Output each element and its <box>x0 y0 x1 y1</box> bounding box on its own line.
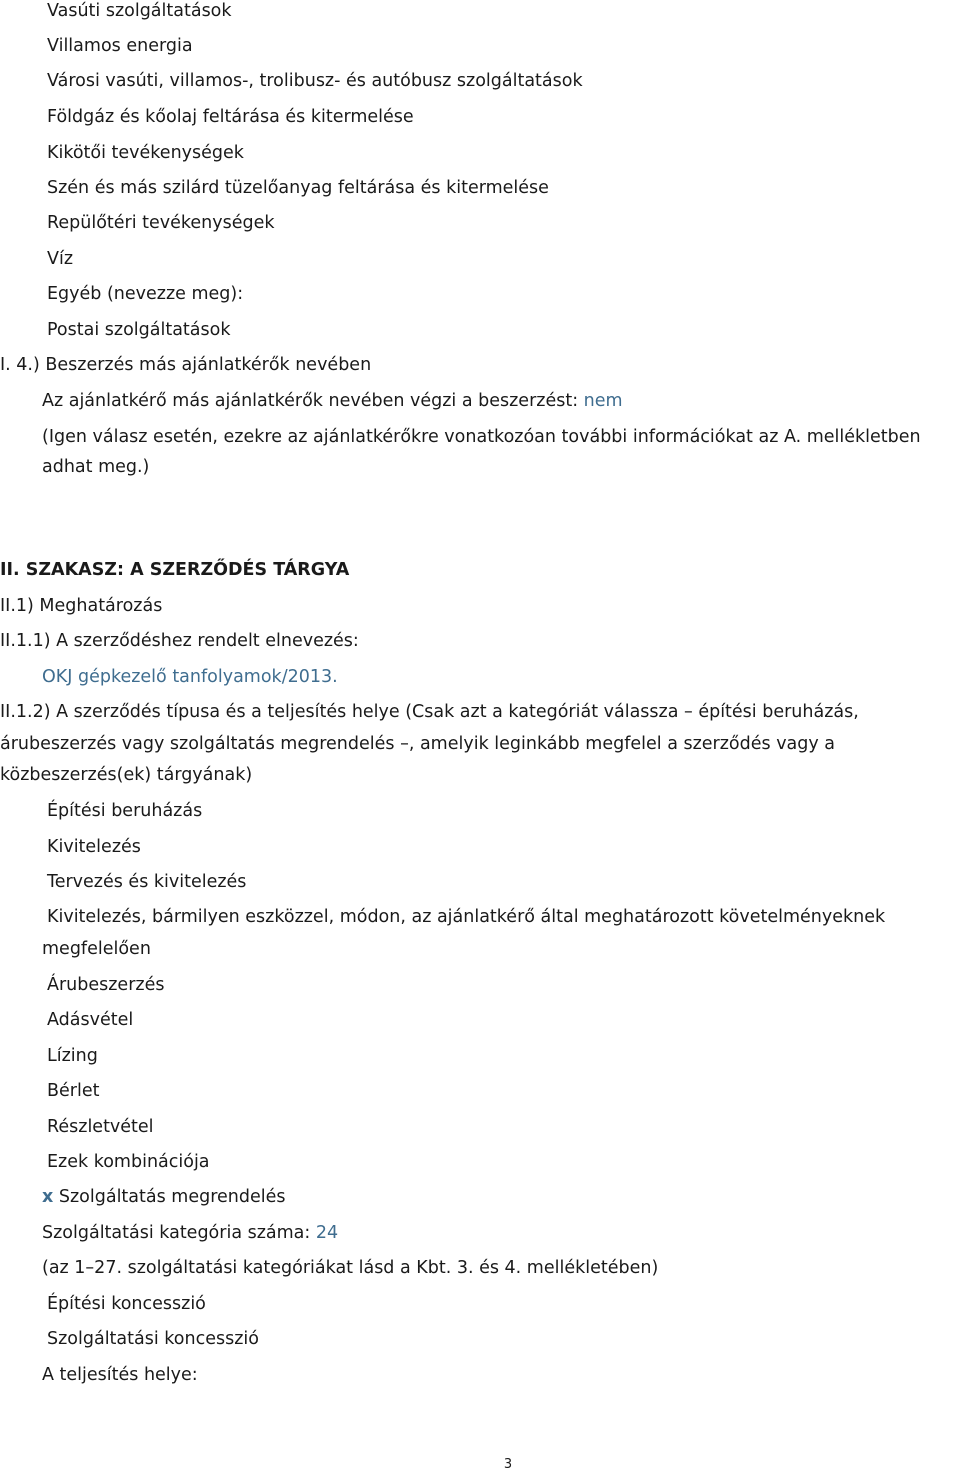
ii11-heading: II.1.1) A szerződéshez rendelt elnevezés: <box>0 631 359 651</box>
type-option-leasing: Lízing <box>47 1046 98 1066</box>
sector-option-other: Egyéb (nevezze meg): <box>47 284 244 304</box>
page-number: 3 <box>503 1457 513 1472</box>
sector-option-water: Víz <box>47 249 74 269</box>
type-option-services-label: Szolgáltatás megrendelés <box>58 1187 286 1207</box>
sector-option-postal: Postai szolgáltatások <box>47 320 231 340</box>
sector-option-ports: Kikötői tevékenységek <box>47 143 244 163</box>
type-option-rental: Bérlet <box>47 1081 100 1101</box>
sector-option-coal: Szén és más szilárd tüzelőanyag feltárása és kitermelése <box>47 178 549 198</box>
type-option-design-execution: Tervezés és kivitelezés <box>47 872 247 892</box>
i4-question-text: Az ajánlatkérő más ajánlatkérők nevében végzi a beszerzést: <box>42 391 584 411</box>
ii1-heading: II.1) Meghatározás <box>0 596 163 616</box>
type-option-services <box>42 1186 286 1208</box>
selected-x-mark: x <box>42 1187 54 1207</box>
i4-answer: nem <box>583 391 623 411</box>
ii12-heading-line2: árubeszerzés vagy szolgáltatás megrendelés –, amelyik leginkább megfelel a szerződés vagy a <box>0 734 836 754</box>
sector-option-electricity: Villamos energia <box>47 36 193 56</box>
service-category-note: (az 1–27. szolgáltatási kategóriákat lásd a Kbt. 3. és 4. mellékletében) <box>42 1258 659 1278</box>
service-category-value: 24 <box>315 1223 339 1243</box>
sector-option-urban-transport: Városi vasúti, villamos-, trolibusz- és autóbusz szolgáltatások <box>47 71 583 91</box>
contract-name-value: OKJ gépkezelő tanfolyamok/2013. <box>42 667 338 687</box>
ii12-heading-line1: II.1.2) A szerződés típusa és a teljesítés helye (Csak azt a kategóriát válassza – építési beruházás, <box>0 702 859 722</box>
type-option-execution-any-line2: megfelelően <box>42 939 151 959</box>
service-category-label: Szolgáltatási kategória száma: <box>42 1223 316 1243</box>
ii12-heading-line3: közbeszerzés(ek) tárgyának) <box>0 765 253 785</box>
i4-note-line1: (Igen válasz esetén, ezekre az ajánlatkérőkre vonatkozóan további információkat az A. mellékletben <box>42 427 921 447</box>
type-option-execution: Kivitelezés <box>47 837 141 857</box>
section-i4-heading: I. 4.) Beszerzés más ajánlatkérők nevében <box>0 355 372 375</box>
service-category <box>42 1222 338 1244</box>
i4-note-line2: adhat meg.) <box>42 457 150 477</box>
type-option-works-concession: Építési koncesszió <box>47 1294 206 1314</box>
type-option-combination: Ezek kombinációja <box>47 1152 210 1172</box>
type-option-hire-purchase: Részletvétel <box>47 1117 154 1137</box>
type-option-supplies: Árubeszerzés <box>47 975 165 995</box>
i4-question <box>42 390 623 412</box>
place-of-performance-label: A teljesítés helye: <box>42 1365 198 1385</box>
type-option-execution-any-line1: Kivitelezés, bármilyen eszközzel, módon, az ajánlatkérő által meghatározott követelményeknek <box>47 907 886 927</box>
sector-option-gas-oil: Földgáz és kőolaj feltárása és kitermelése <box>47 107 414 127</box>
type-option-service-concession: Szolgáltatási koncesszió <box>47 1329 259 1349</box>
section-ii-heading: II. SZAKASZ: A SZERZŐDÉS TÁRGYA <box>0 560 350 580</box>
sector-option-airports: Repülőtéri tevékenységek <box>47 213 275 233</box>
type-option-works: Építési beruházás <box>47 801 203 821</box>
sector-option-rail: Vasúti szolgáltatások <box>47 1 232 21</box>
type-option-purchase: Adásvétel <box>47 1010 134 1030</box>
